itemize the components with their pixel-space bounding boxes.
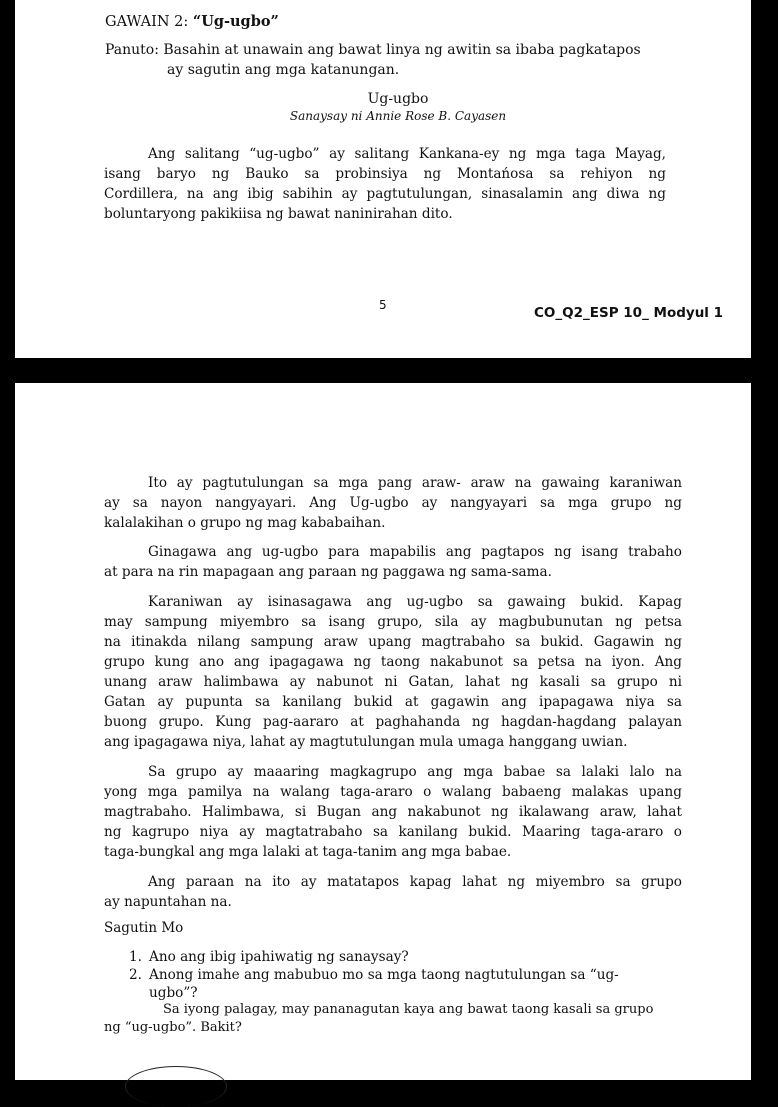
question-list <box>129 948 679 1002</box>
paragraph-4 <box>104 592 682 752</box>
paragraph-line: Karaniwan ay isinasagawa ang ug-ugbo sa gawaing bukid. Kapag <box>148 594 682 610</box>
question-3-line-2: ng “ug-ugbo”. Bakit? <box>104 1020 242 1035</box>
activity-heading <box>105 13 279 30</box>
heading-title: “Ug-ugbo” <box>192 13 279 30</box>
question-3-line-1: Sa iyong palagay, may pananagutan kaya ang bawat taong kasali sa grupo <box>163 1002 654 1017</box>
paragraph-line: ay napuntahan na. <box>104 894 232 910</box>
paragraph-line: na itinakda nilang sampung araw upang magtrabaho sa bukid. Gagawin ng <box>104 634 682 650</box>
instruction-line-2: ay sagutin ang mga katanungan. <box>167 62 400 78</box>
paragraph-line: unang araw halimbawa ay nabunot ni Gatan, lahat ng kasali sa grupo ni <box>104 674 682 690</box>
paragraph-6 <box>104 872 682 912</box>
module-code: CO_Q2_ESP 10_ Modyul 1 <box>534 305 724 321</box>
answer-section-label: Sagutin Mo <box>104 920 184 936</box>
paragraph-5 <box>104 762 682 862</box>
paragraph-line: Ang salitang “ug-ugbo” ay salitang Kankana-ey ng mga taga Mayag, <box>148 146 666 162</box>
paragraph-line: taga-bungkal ang mga lalaki at taga-tanim ang mga babae. <box>104 844 512 860</box>
instruction-line-1: Panuto: Basahin at unawain ang bawat linya ng awitin sa ibaba pagkatapos <box>105 42 641 58</box>
page-bottom <box>15 383 751 1080</box>
paragraph-line: magtrabaho. Halimbawa, si Bugan ang nakabunot ng ikalawang araw, lahat <box>104 804 682 820</box>
paragraph-line: Ito ay pagtutulungan sa mga pang araw- araw na gawaing karaniwan <box>148 475 682 491</box>
question-number: 2. <box>129 967 142 983</box>
paragraph-line: kalalakihan o grupo ng mag kababaihan. <box>104 515 386 531</box>
paragraph-line: Ginagawa ang ug-ugbo para mapabilis ang pagtapos ng isang trabaho <box>148 544 682 560</box>
heading-prefix: GAWAIN 2: <box>105 14 189 30</box>
paragraph-1 <box>104 144 666 224</box>
paragraph-2 <box>104 473 682 533</box>
paragraph-3 <box>104 542 682 582</box>
paragraph-line: grupo kung ano ang ipagagawa ng taong nakabunot sa petsa na iyon. Ang <box>104 654 682 670</box>
question-item <box>129 966 679 1002</box>
question-number: 1. <box>129 949 142 965</box>
question-item <box>129 948 679 966</box>
paragraph-line: Cordillera, na ang ibig sabihin ay pagtutulungan, sinasalamin ang diwa ng <box>104 186 666 202</box>
partial-circle-decoration <box>125 1066 227 1107</box>
paragraph-line: may sampung miyembro sa isang grupo, sila ay magbubunutan ng petsa <box>104 614 682 630</box>
paragraph-line: isang baryo ng Bauko sa probinsiya ng Montańosa sa rehiyon ng <box>104 166 666 182</box>
paragraph-line: yong mga pamilya na walang taga-araro o walang babaeng malakas upang <box>104 784 682 800</box>
paragraph-line: Sa grupo ay maaaring magkagrupo ang mga babae sa lalaki lalo na <box>148 764 682 780</box>
page-top <box>15 0 751 358</box>
page-number: 5 <box>379 298 387 312</box>
paragraph-line: Ang paraan na ito ay matatapos kapag lahat ng miyembro sa grupo <box>148 874 682 890</box>
paragraph-line: ng kagrupo niya ay magtatrabaho sa kanilang bukid. Maaring taga-araro o <box>104 824 682 840</box>
question-text: Anong imahe ang mabubuo mo sa mga taong nagtutulungan sa “ug-ugbo”? <box>149 967 619 1001</box>
essay-author: Sanaysay ni Annie Rose B. Cayasen <box>289 109 507 123</box>
paragraph-line: Gatan ay pupunta sa kanilang bukid at gagawin ang ipapagawa niya sa <box>104 694 682 710</box>
paragraph-line: ay sa nayon nangyayari. Ang Ug-ugbo ay nangyayari sa mga grupo ng <box>104 495 682 511</box>
paragraph-line: ang ipagagawa niya, lahat ay magtutulungan mula umaga hanggang uwian. <box>104 734 628 750</box>
paragraph-line: buong grupo. Kung pag-aararo at paghahanda ng hagdan-hagdang palayan <box>104 714 682 730</box>
question-text: Ano ang ibig ipahiwatig ng sanaysay? <box>149 949 409 965</box>
paragraph-line: boluntaryong pakikiisa ng bawat naninirahan dito. <box>104 206 453 222</box>
essay-title: Ug-ugbo <box>367 91 429 107</box>
paragraph-line: at para na rin mapagaan ang paraan ng paggawa ng sama-sama. <box>104 564 552 580</box>
instructions <box>105 40 675 80</box>
